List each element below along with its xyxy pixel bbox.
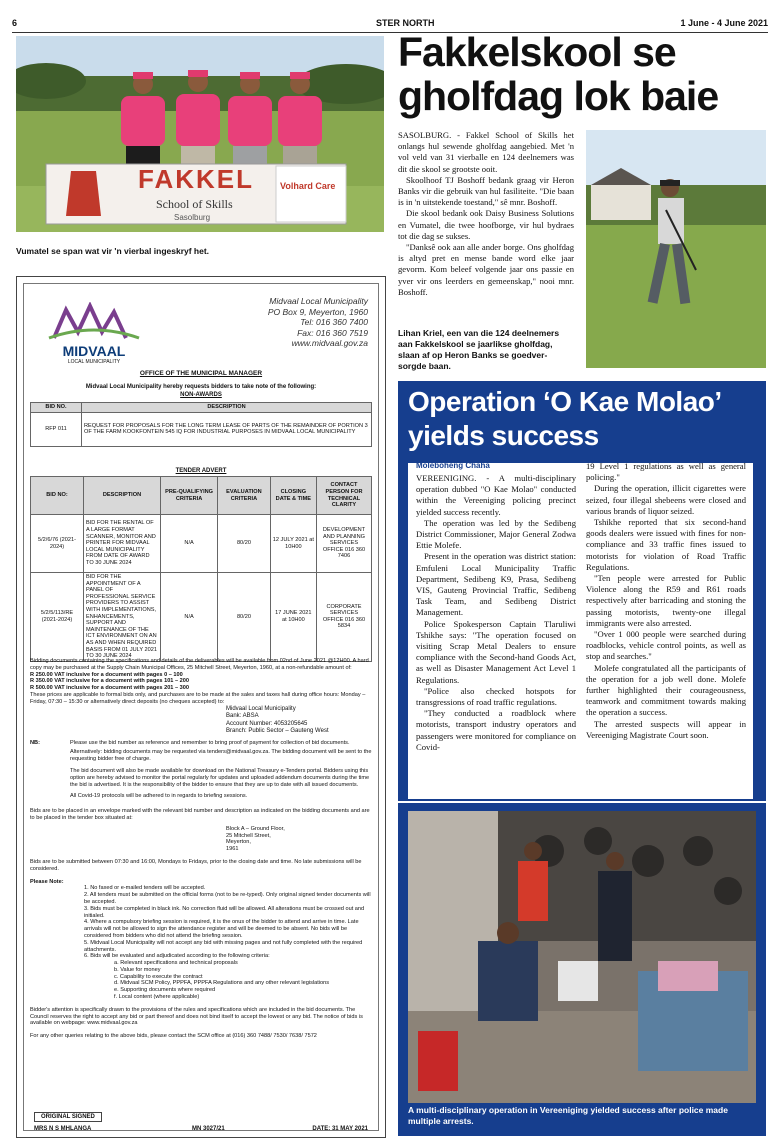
article2-body-panel — [408, 463, 753, 799]
article2-paragraph: VEREENIGING. - A multi-disciplinary operation dubbed "O Kae Molao" conducted within the Vereeniging policing precinct yielded success recently. — [416, 473, 576, 517]
municipal-address — [268, 296, 368, 349]
t-cell: 80/20 — [218, 515, 271, 573]
golfer-photo — [586, 130, 766, 368]
t-cell: 12 JULY 2021 at 10H00 — [270, 515, 316, 573]
operation-photo-caption: A multi-disciplinary operation in Vereeniging yielded success after police made multiple arrests. — [408, 1105, 728, 1126]
article2-headline-line1: Operation ‘O Kae Molao’ — [408, 386, 722, 417]
na-cell: REQUEST FOR PROPOSALS FOR THE LONG TERM LEASE OF PARTS OF THE REMAINDER OF PORTION 3 OF THE FARM KOOKFONTEIN 545 IQ FOR INDUSTRIAL PURPOSES IN MIDVAAL LOCAL MUNICIPALITY — [82, 412, 372, 446]
signature-date: DATE: 31 MAY 2021 — [312, 1126, 368, 1132]
logo-subtext: LOCAL MUNICIPALITY — [67, 359, 121, 365]
ad-intro: Midvaal Local Municipality hereby requests bidders to take note of the following: — [85, 384, 317, 390]
criteria-item: d. Midvaal SCM Policy, PPPFA, PPPFA Regulations and any other relevant legislations — [114, 980, 330, 987]
article1-paragraph: Skoolhoof TJ Boshoff bedank graag vir Heron Banks vir die gebruik van hul fasiliteite. "Die baan is in 'n uitstekende toestand," sê mnr. Boshoff. — [398, 174, 574, 208]
note-label: Please Note: — [30, 878, 64, 885]
signed-label: ORIGINAL SIGNED — [34, 1112, 102, 1122]
nb-line: Alternatively: bidding documents may be requested via tenders@midvaal.gov.za. The bidding document will be sent to the requesting bidder free of charge. — [70, 749, 372, 763]
nb-line: All Covid-19 protocols will be adhered to in regards to briefing sessions. — [70, 793, 248, 800]
nb-line: The bid document will also be made available for download on the National Treasury e-Tenders portal. Bidders using this option are hereby advised to monitor the portal regularly for updates and uploaded addendum documents during the time the bid is advertised. It is the responsibility of the bidder to ensure that they are up to date with all issued documents. — [70, 767, 370, 788]
article2-headline — [408, 385, 758, 453]
banner-right-sponsor: Volhard Care — [280, 181, 336, 191]
golfer-illustration — [586, 130, 766, 368]
article1-headline — [398, 30, 768, 118]
box-line: Meyerton, — [226, 839, 251, 846]
price-line: R 500.00 VAT inclusive for a document with pages 201 – 300 — [30, 685, 189, 692]
address-line: Midvaal Local Municipality — [269, 296, 368, 306]
article2-paragraph: "They conducted a roadblock where motorists, transport industry operators and passengers were monitored for compliance on Covid- — [416, 708, 576, 752]
t-header: CLOSING DATE & TIME — [270, 477, 316, 515]
publication-name: STER NORTH — [376, 18, 435, 28]
operation-photo — [408, 811, 756, 1103]
price-line: R 250.00 VAT inclusive for a document with pages 0 – 100 — [30, 671, 183, 678]
article2-col1 — [416, 473, 576, 753]
ad-lower-text — [30, 658, 372, 1040]
article2-paragraph: "Police also checked hotspots for transgressions of road traffic regulations. — [416, 685, 576, 708]
queries-text: For any other queries relating to the above bids, please contact the SCM office at (016) 360 7488/ 7530/ 7638/ 7572 — [30, 1033, 317, 1040]
na-cell: RFP 011 — [31, 412, 82, 446]
tender-title: TENDER ADVERT — [175, 468, 227, 474]
criteria-item: a. Relevant specifications and technical proposals — [114, 960, 238, 967]
box-line: Block A – Ground Floor, — [226, 825, 285, 832]
article2-paragraph: "Over 1 000 people were searched during roadblocks, vehicle control points, as well as stop and searches." — [586, 629, 746, 662]
article2-paragraph: Tshikhe reported that six second-hand goods dealers were issued with fines for non-compliance and 33 traffic fines issued to motorists for violation of Road Traffic Regulations. — [586, 517, 746, 572]
t-cell: DEVELOPMENT AND PLANNING SERVICES OFFICE 016 360 7406 — [317, 515, 372, 573]
docs-text: Bidding documents containing the specifications and details of the deliverables will be available from 02nd of June 2021 @12H00. A hard copy may be purchased at the Supply Chain Municipal Offices, 25 Mitchell Street, Meyerton, 1960, at a non-refundable amount of: — [30, 658, 369, 671]
box-line: 1961 — [226, 846, 239, 853]
nb-line: Please use the bid number as reference and remember to bring proof of payment for collection of bid documents. — [70, 739, 350, 746]
t-cell: 17 JUNE 2021 at 10H00 — [270, 573, 316, 662]
article2-paragraph: 19 Level 1 regulations as well as general policing." — [586, 461, 746, 483]
t-cell: 80/20 — [218, 573, 271, 662]
article2-paragraph: The arrested suspects will appear in Vereeniging Magistrate Court soon. — [586, 718, 746, 740]
prices-note: These prices are applicable to formal bids only, and purchases are to be made at the sales and taxes hall during office hours: Monday – Friday, 07:30 – 15:30 or alternatively direct deposits (no cheques accepted) to: — [30, 691, 366, 705]
article1-photo-caption: Lihan Kriel, een van die 124 deelnemers aan Fakkelskool se jaarlikse gholfdag, slaan af op Heron Banks se goedver-sorgde baan. — [398, 328, 560, 371]
municipal-advert — [16, 276, 386, 1138]
bank-line: Midvaal Local Municipality — [226, 705, 296, 712]
note-item: 6. Bids will be evaluated and adjudicated according to the following criteria: — [84, 953, 270, 960]
article1-paragraph: Die skool bedank ook Daisy Business Solutions en Vumatel, die twee hoofborge, vir hul bydraes tot die dag se sukses. — [398, 208, 574, 241]
address-line: Tel: 016 360 7400 — [300, 317, 368, 327]
article1-paragraph: SASOLBURG. - Fakkel School of Skills het onlangs hul sewende gholfdag aangebied. Met 'n vol veld van 31 vierballe en 124 deelnemers was dit die skool se grootste ooit. — [398, 130, 574, 174]
criteria-item: f. Local content (where applicable) — [114, 994, 200, 1001]
bank-line: Branch: Public Sector – Gauteng West — [226, 728, 329, 735]
t-header: BID NO: — [31, 477, 84, 515]
midvaal-logo — [44, 302, 144, 365]
na-header: BID NO. — [31, 403, 82, 413]
article2-paragraph: Police Spokesperson Captain Tlaruliwi Tshikhe says: "The operation focused on visiting Scrap Metal Dealers to ensure compliance with the Second-hand Goods Act, as well as Disaster Management Act Level 1 Regulations. — [416, 618, 576, 685]
article2-paragraph: The operation was led by the Sedibeng District Commissioner, Major General Zodwa Ettie Molefe. — [416, 517, 576, 551]
bank-line: Account Number: 4053205645 — [226, 720, 308, 727]
submit-text: Bids are to be submitted between 07:30 and 16:00, Mondays to Fridays, prior to the closing date and time. No late submissions will be considered. — [30, 858, 362, 872]
t-header: PRE-QUALIFYING CRITERIA — [161, 477, 218, 515]
note-item: 1. No faxed or e-mailed tenders will be accepted. — [84, 885, 206, 892]
golf-team-photo — [16, 36, 384, 232]
notice-ref: MN 3027/21 — [192, 1126, 225, 1132]
banner-place: Sasolburg — [174, 213, 211, 222]
price-line: R 350.00 VAT inclusive for a document with pages 101 – 200 — [30, 678, 189, 685]
address-line: www.midvaal.gov.za — [291, 338, 368, 348]
banner-subtext: School of Skills — [156, 197, 233, 211]
article2-paragraph: Present in the operation was district station: Emfuleni Local Municipality Traffic Department, Sedibeng K9, Prasa, Sedibeng VIS, Gauteng Provincial Traffic, Sedibeng Task Team, and Sedibeng District Management. — [416, 551, 576, 618]
t-cell: 5/2/6/76 (2021-2024) — [31, 515, 84, 573]
non-awards-title: NON-AWARDS — [180, 392, 222, 398]
t-cell: BID FOR THE APPOINTMENT OF A PANEL OF PROFESSIONAL SERVICE PROVIDERS TO ASSIST WITH IMPLEMENTATIONS, ENHANCEMENTS, SUPPORT AND MAINTENANCE OF THE ICT ENVIRONMENT ON AN AS AND WHEN REQUIRED BASIS FROM 01 JULY 2021 TO 30 JUNE 2024 — [84, 573, 161, 662]
note-item: 5. Midvaal Local Municipality will not accept any bid with missing pages and not fully completed with the required attachments. — [84, 939, 363, 953]
article2-paragraph: Molefe congratulated all the participants of the operation for a job well done. Molefe further highlighted their courageousness, teamwork and commitment towards making the operation a success. — [586, 662, 746, 718]
golf-photo-caption: Vumatel se span wat vir 'n vierbal ingeskryf het. — [16, 246, 210, 256]
box-line: 25 Mitchell Street, — [226, 832, 271, 839]
t-cell: 5/2/5/113/RE (2021-2024) — [31, 573, 84, 662]
t-header: CONTACT PERSON FOR TECHNICAL CLARITY — [317, 477, 372, 515]
issue-date: 1 June - 4 June 2021 — [680, 18, 768, 28]
operation-article-box — [398, 381, 766, 801]
deposit-text: Bids are to be placed in an envelope marked with the relevant bid number and description as indicated on the bidding documents and are to be placed in the tender box situated at: — [30, 808, 370, 821]
article2-byline: Moleboheng Chaha — [416, 461, 490, 470]
non-awards-table — [30, 402, 372, 447]
nb-label: NB: — [30, 739, 40, 746]
criteria-item: c. Capability to execute the contract — [114, 973, 203, 980]
operation-photo-frame — [398, 803, 766, 1136]
operation-illustration — [408, 811, 756, 1103]
t-header: EVALUATION CRITERIA — [218, 477, 271, 515]
address-line: PO Box 9, Meyerton, 1960 — [267, 306, 368, 317]
midvaal-logo-mark — [44, 302, 144, 342]
bank-line: Bank: ABSA — [226, 713, 259, 720]
note-item: 3. Bids must be completed in black ink. No correction fluid will be allowed. All alterations must be crossed out and initialed. — [84, 905, 365, 919]
article1-body — [398, 130, 574, 298]
article2-headline-line2: yields success — [408, 420, 599, 451]
t-cell: N/A — [161, 515, 218, 573]
note-item: 4. Where a compulsory briefing session is required, it is the onus of the bidder to attend and arrive in time. Late arrivals will not be allowed to sign the attendance register and will be deemed to be absent. No bids will be considered from bidders who did not attend the briefing session. — [84, 919, 359, 939]
criteria-item: b. Value for money — [114, 966, 161, 973]
logo-text: MIDVAAL — [62, 343, 126, 359]
note-item: 2. All tenders must be submitted on the official forms (not to be re-typed). Only original signed tender documents will be accepted. — [84, 892, 371, 905]
t-cell: BID FOR THE RENTAL OF A LARGE FORMAT SCANNER, MONITOR AND PRINTER FOR MIDVAAL LOCAL MUNICIPALITY FROM DATE OF AWARD TO 30 JUNE 2024 — [84, 515, 161, 573]
na-header: DESCRIPTION — [82, 403, 372, 413]
attention-text: Bidder's attention is specifically drawn to the provisions of the rules and specifications which are included in the bid documents. The Council reserves the right to accept any bid or part thereof and does not bind itself to accept the lowest or any bid. The notice of bids is available on webpage: www.midvaal.gov.za — [30, 1006, 363, 1027]
page-number: 6 — [12, 18, 18, 28]
article2-col2 — [586, 461, 746, 741]
address-line: Fax: 016 360 7519 — [297, 327, 368, 338]
t-cell: N/A — [161, 573, 218, 662]
criteria-item: e. Supporting documents where required — [114, 987, 216, 994]
article1-headline-line2: gholfdag lok baie — [398, 73, 719, 119]
article1-paragraph: "Danksê ook aan alle ander borge. Ons gholfdag is altyd pret en mense bande word elke jaar gevorm. Kom beleef volgende jaar ons passie en yver vir ons leerders en gemeenskap," nooi mnr. Boshoff. — [398, 242, 574, 297]
article2-paragraph: During the operation, illicit cigarettes were seized, four illegal shebeens were closed and various brands of liquor seized. — [586, 483, 746, 516]
t-cell: CORPORATE SERVICES OFFICE 016 360 5834 — [317, 573, 372, 662]
t-header: DESCRIPTION — [84, 477, 161, 515]
banner-text: FAKKEL — [138, 164, 254, 194]
office-title: OFFICE OF THE MUNICIPAL MANAGER — [139, 370, 263, 377]
article2-paragraph: "Ten people were arrested for Public Violence along the R59 and R61 roads respectively after barricading and stoning the passing motorists, twenty-one illegal immigrants were also arrested. — [586, 573, 746, 628]
tender-table — [30, 476, 372, 662]
advert-border — [23, 283, 379, 1131]
signatory-name: MRS N S MHLANGA — [34, 1126, 92, 1132]
article1-headline-line1: Fakkelskool se — [398, 29, 676, 75]
